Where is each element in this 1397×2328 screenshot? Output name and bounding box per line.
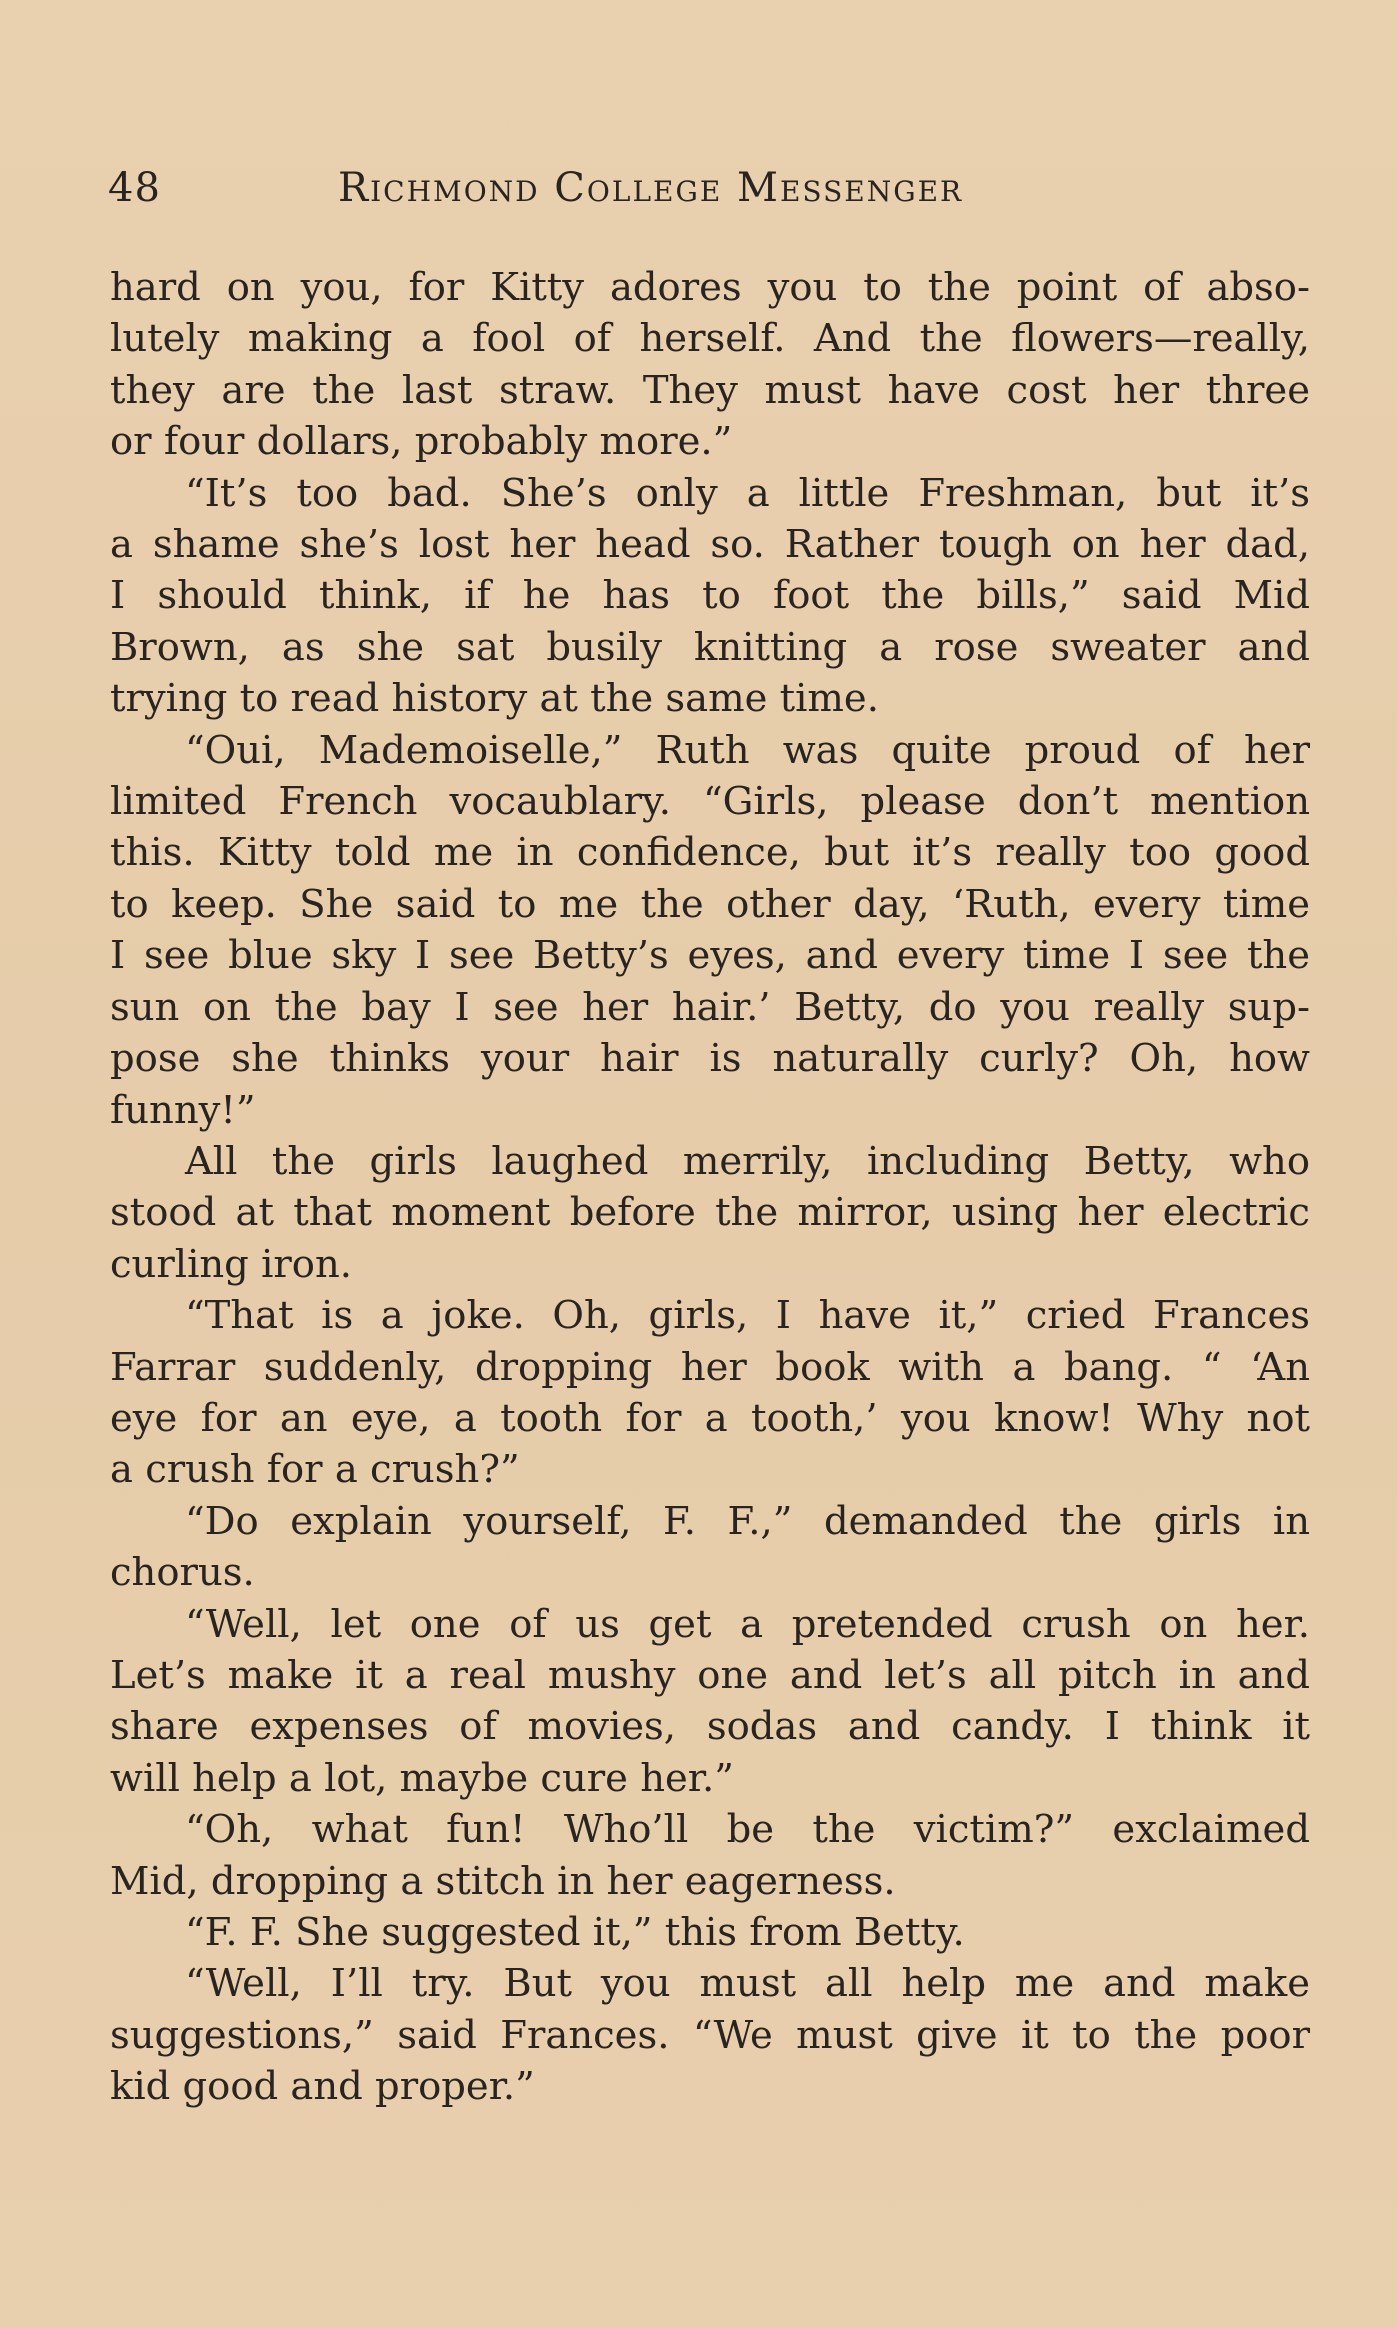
text-line: to keep. She said to me the other day, ‘Ruth, every time: [110, 881, 1310, 927]
text-line: trying to read history at the same time.: [110, 676, 879, 722]
text-line: a shame she’s lost her head so. Rather tough on her dad,: [110, 522, 1310, 568]
text-line: I see blue sky I see Betty’s eyes, and every time I see the: [110, 933, 1310, 979]
text-line: will help a lot, maybe cure her.”: [110, 1755, 734, 1801]
text-line: kid good and proper.”: [110, 2064, 535, 2110]
text-line: hard on you, for Kitty adores you to the point of abso-: [110, 265, 1310, 310]
text-line: limited French vocaublary. “Girls, please don’t mention: [110, 779, 1310, 825]
text-line: “It’s too bad. She’s only a little Freshman, but it’s: [185, 470, 1310, 516]
text-line: lutely making a fool of herself. And the flowers—really,: [110, 316, 1310, 362]
paragraph: [110, 725, 1310, 1136]
text-line: Mid, dropping a stitch in her eagerness.: [110, 1858, 896, 1904]
paragraph: [110, 262, 1310, 468]
text-line: pose she thinks your hair is naturally curly? Oh, how: [110, 1036, 1310, 1082]
text-line: I should think, if he has to foot the bills,” said Mid: [110, 573, 1310, 619]
paragraph: [110, 468, 1310, 725]
page-number: 48: [108, 165, 161, 211]
text-line: curling iron.: [110, 1241, 352, 1287]
paragraph: [110, 1496, 1310, 1599]
paragraph: [110, 1958, 1310, 2112]
text-line: they are the last straw. They must have cost her three: [110, 367, 1310, 413]
text-line: sun on the bay I see her hair.’ Betty, do you really sup-: [110, 984, 1310, 1030]
text-line: this. Kitty told me in confidence, but it’s really too good: [110, 830, 1310, 876]
text-line: “Do explain yourself, F. F.,” demanded the girls in: [185, 1498, 1310, 1544]
body-text: [110, 262, 1310, 2113]
page-header: [108, 158, 1068, 218]
text-line: chorus.: [110, 1550, 255, 1596]
text-line: a crush for a crush?”: [110, 1447, 520, 1493]
text-line: Farrar suddenly, dropping her book with a bang. “ ‘An: [110, 1344, 1310, 1390]
text-line: “Oui, Mademoiselle,” Ruth was quite proud of her: [185, 727, 1310, 773]
text-line: stood at that moment before the mirror, using her electric: [110, 1190, 1310, 1236]
text-line: eye for an eye, a tooth for a tooth,’ you know! Why not: [110, 1395, 1310, 1441]
text-line: “Well, let one of us get a pretended crush on her.: [185, 1601, 1310, 1647]
text-line: Let’s make it a real mushy one and let’s all pitch in and: [110, 1652, 1310, 1698]
paragraph: [110, 1290, 1310, 1496]
text-line: “Oh, what fun! Who’ll be the victim?” exclaimed: [185, 1807, 1310, 1853]
text-line: share expenses of movies, sodas and candy. I think it: [110, 1704, 1310, 1750]
text-line: Brown, as she sat busily knitting a rose sweater and: [110, 624, 1310, 670]
paragraph: [110, 1599, 1310, 1805]
text-line: funny!”: [110, 1087, 256, 1133]
text-line: “Well, I’ll try. But you must all help me and make: [185, 1961, 1310, 2007]
paragraph: [110, 1907, 1310, 1958]
paragraph: [110, 1804, 1310, 1907]
running-title: Richmond College Messenger: [338, 165, 964, 211]
text-line: suggestions,” said Frances. “We must give it to the poor: [110, 2012, 1310, 2058]
text-line: or four dollars, probably more.”: [110, 419, 733, 465]
text-line: All the girls laughed merrily, including Betty, who: [185, 1138, 1310, 1184]
paragraph: [110, 1136, 1310, 1290]
text-line: “F. F. She suggested it,” this from Betty.: [185, 1910, 965, 1955]
text-line: “That is a joke. Oh, girls, I have it,” cried Frances: [185, 1293, 1310, 1339]
